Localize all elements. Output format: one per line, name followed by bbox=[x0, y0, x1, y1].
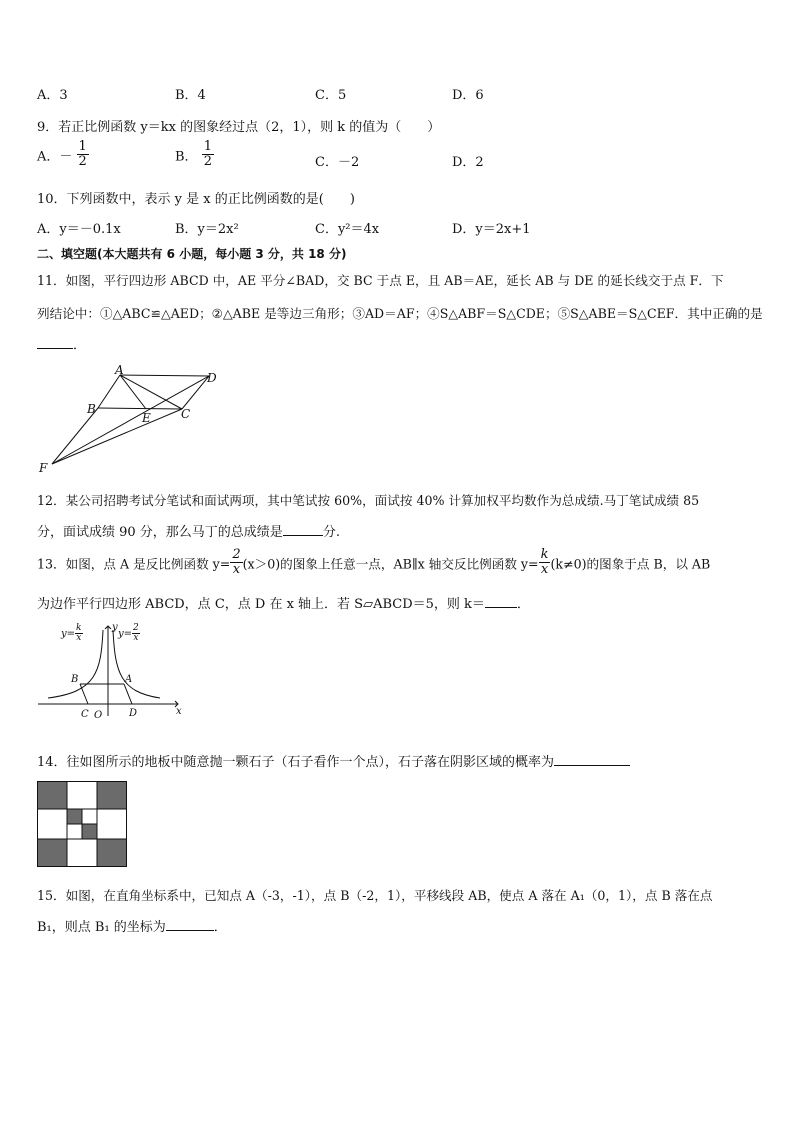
q11-line1: 11．如图，平行四边形 ABCD 中，AE 平分∠BAD，交 BC 于点 E，且 AB＝AE，延长 AB 与 DE 的延长线交于点 F．下 bbox=[37, 273, 724, 288]
q9-option-b bbox=[175, 140, 214, 170]
q11-segment-cf bbox=[52, 409, 182, 464]
q13-left-curve-num: k bbox=[76, 623, 82, 633]
q11-label-a: A bbox=[115, 363, 124, 377]
q14-line bbox=[37, 751, 630, 770]
q14-shade-center-br bbox=[82, 824, 97, 839]
q13-stem-suffix: (k≠0)的图象于点 B，以 AB bbox=[550, 556, 711, 572]
q11-line3 bbox=[37, 334, 86, 353]
q10-stem: 10．下列函数中，表示 y 是 x 的正比例函数的是( ) bbox=[37, 192, 355, 207]
q9-b-numerator: 1 bbox=[203, 139, 212, 154]
q9-option-a-fraction bbox=[77, 140, 89, 170]
q14-answer-blank[interactable] bbox=[554, 753, 630, 766]
q11-segment-bc bbox=[98, 408, 182, 409]
q9-a-numerator: 1 bbox=[78, 139, 87, 154]
q14-shade-center-tl bbox=[67, 809, 82, 824]
q13-line1 bbox=[37, 548, 710, 578]
q8-option-d: D．6 bbox=[452, 88, 484, 103]
q8-option-a: A．3 bbox=[37, 88, 68, 103]
q13-f1-denominator: x bbox=[232, 562, 241, 578]
q15-answer-blank[interactable] bbox=[166, 918, 214, 931]
q10-option-b: B．y＝2x² bbox=[175, 222, 239, 237]
q13-label-d: D bbox=[129, 708, 138, 719]
q13-stem-prefix: 13．如图，点 A 是反比例函数 y= bbox=[37, 556, 231, 572]
q9-option-c: C．－2 bbox=[315, 155, 360, 170]
q13-label-b: B bbox=[71, 674, 79, 685]
q13-right-curve-num: 2 bbox=[133, 623, 139, 633]
q13-right-curve-den: x bbox=[133, 633, 139, 644]
q8-option-b: B．4 bbox=[175, 88, 206, 103]
q13-line2-prefix: 为边作平行四边形 ABCD，点 C，点 D 在 x 轴上．若 S▱ABCD＝5，则 k＝ bbox=[37, 597, 485, 612]
q13-label-o: O bbox=[94, 710, 103, 720]
q13-fraction-k-over-x bbox=[539, 548, 551, 578]
q12-line2 bbox=[37, 521, 340, 540]
section-heading-fill-in: 二、填空题(本大题共有 6 小题，每小题 3 分，共 18 分) bbox=[37, 247, 347, 261]
q9-option-a-prefix: A．－ bbox=[37, 149, 73, 165]
q14-floor-tile-figure bbox=[37, 781, 128, 868]
q10-option-d: D．y＝2x+1 bbox=[452, 222, 531, 237]
q13-left-curve-fraction bbox=[75, 624, 82, 644]
q11-segment-dc bbox=[182, 376, 209, 409]
q13-segment-bc bbox=[80, 684, 88, 704]
q9-option-d: D．2 bbox=[452, 155, 484, 170]
q13-stem-middle: (x＞0)的图象上任意一点，AB∥x 轴交反比例函数 y= bbox=[242, 556, 539, 572]
q13-left-curve-prefix: y= bbox=[61, 628, 76, 640]
q11-label-f: F bbox=[39, 461, 48, 474]
q14-stem: 14．往如图所示的地板中随意抛一颗石子（石子看作一个点），石子落在阴影区域的概率为 bbox=[37, 755, 555, 770]
q13-line2 bbox=[37, 593, 530, 612]
q13-right-curve-label bbox=[118, 624, 140, 644]
q11-label-c: C bbox=[181, 407, 191, 421]
q9-option-a bbox=[37, 140, 89, 170]
q11-segment-ad bbox=[120, 375, 209, 376]
q13-fraction-2-over-x bbox=[230, 548, 242, 578]
q14-shade-bottom-left bbox=[38, 839, 67, 867]
q12-line1: 12．某公司招聘考试分笔试和面试两项，其中笔试按 60%，面试按 40% 计算加权平均数作为总成绩.马丁笔试成绩 85 bbox=[37, 493, 700, 508]
q9-a-denominator: 2 bbox=[78, 154, 87, 170]
q9-option-b-prefix: B． bbox=[175, 149, 198, 165]
q10-option-a: A．y＝－0.1x bbox=[37, 222, 121, 237]
q11-label-e: E bbox=[142, 411, 151, 425]
q13-line2-suffix: ． bbox=[516, 597, 530, 612]
q13-reciprocal-graph bbox=[36, 620, 186, 720]
q11-segment-ab bbox=[98, 375, 120, 408]
q13-left-curve-label bbox=[61, 624, 83, 644]
q13-y-axis-label: y bbox=[112, 622, 118, 633]
q15-line2-prefix: B₁，则点 B₁ 的坐标为 bbox=[37, 920, 166, 935]
q13-answer-blank[interactable] bbox=[485, 595, 517, 608]
q11-segment-bf bbox=[52, 408, 98, 464]
q9-option-b-fraction bbox=[202, 140, 214, 170]
q11-label-b: B bbox=[87, 402, 96, 416]
q11-segment-ac bbox=[120, 375, 182, 409]
q13-right-curve-fraction bbox=[132, 624, 140, 644]
q11-line2: 列结论中：①△ABC≌△AED；②△ABE 是等边三角形；③AD＝AF；④S△ABF＝S△CDE；⑤S△ABE＝S△CEF．其中正确的是 bbox=[37, 306, 763, 321]
q13-f1-numerator: 2 bbox=[232, 547, 241, 562]
q8-option-c: C．5 bbox=[315, 88, 347, 103]
q15-line2 bbox=[37, 916, 227, 935]
q11-answer-blank[interactable] bbox=[37, 336, 73, 349]
q12-line2-suffix: 分. bbox=[322, 525, 340, 540]
q13-left-curve-den: x bbox=[76, 633, 82, 644]
q12-answer-blank[interactable] bbox=[283, 523, 323, 536]
q13-x-axis-label: x bbox=[176, 706, 182, 717]
q15-line2-suffix: ． bbox=[213, 920, 227, 935]
q11-segment-ae bbox=[120, 375, 146, 409]
q15-line1: 15．如图，在直角坐标系中，已知点 A（-3，-1），点 B（-2，1），平移线段 AB，使点 A 落在 A₁（0，1），点 B 落在点 bbox=[37, 888, 713, 903]
q14-shade-top-right bbox=[97, 782, 126, 809]
q13-label-a: A bbox=[125, 674, 133, 685]
q13-graph-lines bbox=[36, 620, 186, 720]
q10-option-c: C．y²＝4x bbox=[315, 222, 380, 237]
q9-b-denominator: 2 bbox=[203, 154, 212, 170]
q14-shade-bottom-right bbox=[97, 839, 126, 867]
q13-label-c: C bbox=[81, 709, 89, 720]
q11-line3-end: ． bbox=[73, 338, 87, 353]
q9-stem: 9．若正比例函数 y＝kx 的图象经过点（2，1），则 k 的值为（ ） bbox=[37, 120, 441, 135]
q11-label-d: D bbox=[207, 371, 217, 385]
q13-f2-numerator: k bbox=[540, 547, 549, 562]
q12-line2-prefix: 分，面试成绩 90 分，那么马丁的总成绩是 bbox=[37, 525, 283, 540]
q14-shade-top-left bbox=[38, 782, 67, 809]
q13-f2-denominator: x bbox=[540, 562, 549, 578]
q13-right-curve-prefix: y= bbox=[118, 628, 133, 640]
q11-parallelogram-figure bbox=[36, 362, 226, 474]
